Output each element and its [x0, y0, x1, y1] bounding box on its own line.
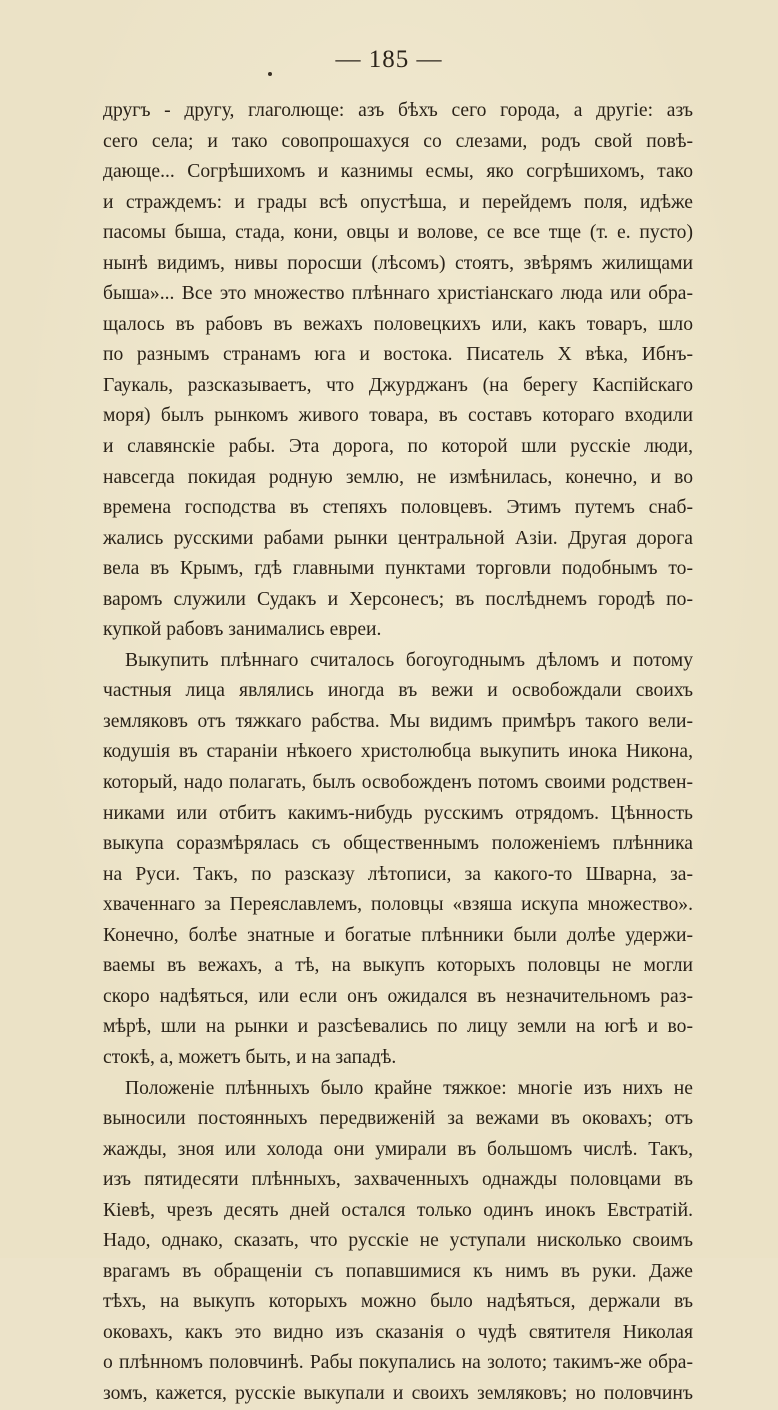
text-line: жались русскими рабами рынки центральной Азіи. Другая дорога [103, 527, 693, 549]
text-line: Кіевѣ, чрезъ десять дней остался только одинъ инокъ Евстратій. [103, 1199, 693, 1221]
text-line: сего села; и тако совопрошахуся со слезами, родъ свой повѣ- [103, 130, 693, 152]
text-line: навсегда покидая родную землю, не измѣнилась, конечно, и во [103, 466, 693, 488]
text-line: Надо, однако, сказать, что русскіе не уступали нисколько своимъ [103, 1230, 693, 1252]
text-line: выносили постоянныхъ передвиженій за вежами въ оковахъ; отъ [103, 1108, 693, 1130]
text-line: земляковъ отъ тяжкаго рабства. Мы видимъ примѣръ такого вели- [103, 710, 693, 732]
text-line: частныя лица являлись иногда въ вежи и освобождали своихъ [103, 680, 693, 702]
text-line: врагамъ въ обращеніи съ попавшимися къ нимъ въ руки. Даже [103, 1260, 693, 1282]
text-line: нынѣ видимъ, нивы поросши (лѣсомъ) стоятъ, звѣрямъ жилищами [103, 252, 693, 274]
print-mark [268, 72, 272, 76]
text-line: моря) былъ рынкомъ живого товара, въ составъ котораго входили [103, 405, 693, 427]
text-line: Гаукаль, разсказываетъ, что Джурджанъ (на берегу Каспійскаго [103, 374, 693, 396]
text-line: пасомы быша, стада, кони, овцы и волове, се все тще (т. е. пусто) [103, 222, 693, 244]
text-line: зомъ, кажется, русскіе выкупали и своихъ земляковъ; но половчинъ [103, 1382, 693, 1404]
text-line: оковахъ, какъ это видно изъ сказанія о чудѣ святителя Николая [103, 1321, 693, 1343]
text-line: стокѣ, а, можетъ быть, и на западѣ. [103, 1046, 397, 1068]
text-line: который, надо полагать, былъ освобожденъ потомъ своими родствен- [103, 772, 693, 794]
page-number: — 185 — [335, 46, 443, 73]
text-line: жажды, зноя или холода они умирали въ большомъ числѣ. Такъ, [103, 1138, 693, 1160]
text-line: быша»... Все это множество плѣннаго христіанскаго люда или обра- [103, 283, 693, 305]
text-line: кодушія въ стараніи нѣкоего христолюбца выкупить инока Никона, [103, 741, 693, 763]
text-line: ваемы въ вежахъ, а тѣ, на выкупъ которыхъ половцы не могли [103, 955, 693, 977]
body-text [103, 96, 693, 1410]
text-line: вела въ Крымъ, гдѣ главными пунктами торговли подобнымъ то- [103, 558, 693, 580]
text-line: щалось въ рабовъ въ вежахъ половецкихъ или, какъ товаръ, шло [103, 313, 693, 335]
text-line: скоро надѣяться, или если онъ ожидался въ незначительномъ раз- [103, 985, 693, 1007]
text-line: варомъ служили Судакъ и Херсонесъ; въ послѣднемъ городѣ по- [103, 588, 693, 610]
text-line: о плѣнномъ половчинѣ. Рабы покупались на золото; такимъ-же обра- [103, 1352, 693, 1374]
text-line: и страждемъ: и грады всѣ опустѣша, и перейдемъ поля, идѣже [103, 191, 693, 213]
text-line: никами или отбитъ какимъ-нибудь русскимъ отрядомъ. Цѣнность [103, 802, 693, 824]
text-line: по разнымъ странамъ юга и востока. Писатель X вѣка, Ибнъ- [103, 344, 693, 366]
text-line: тѣхъ, на выкупъ которыхъ можно было надѣяться, держали въ [103, 1291, 693, 1313]
text-line: мѣрѣ, шли на рынки и разсѣевались по лицу земли на югѣ и во- [103, 1016, 693, 1038]
text-line: Положеніе плѣнныхъ было крайне тяжкое: многіе изъ нихъ не [125, 1077, 693, 1099]
text-line: на Руси. Такъ, по разсказу лѣтописи, за какого-то Шварна, за- [103, 863, 693, 885]
text-line: выкупа соразмѣрялась съ общественнымъ положеніемъ плѣнника [103, 833, 693, 855]
text-line: времена господства въ степяхъ половцевъ. Этимъ путемъ снаб- [103, 497, 693, 519]
text-line: изъ пятидесяти плѣнныхъ, захваченныхъ однажды половцами въ [103, 1169, 693, 1191]
text-line: хваченнаго за Переяславлемъ, половцы «взяша искупа множество». [103, 894, 693, 916]
text-line: Конечно, болѣе знатные и богатые плѣнники были долѣе удержи- [103, 924, 693, 946]
text-line: купкой рабовъ занимались евреи. [103, 619, 382, 641]
text-line: дающе... Согрѣшихомъ и казнимы есмы, яко согрѣшихомъ, тако [103, 161, 693, 183]
text-line: Выкупить плѣннаго считалось богоугоднымъ дѣломъ и потому [125, 649, 693, 671]
text-line: другъ - другу, глаголюще: азъ бѣхъ сего города, а другіе: азъ [103, 100, 693, 121]
text-line: и славянскіе рабы. Эта дорога, по которой шли русскіе люди, [103, 436, 693, 458]
